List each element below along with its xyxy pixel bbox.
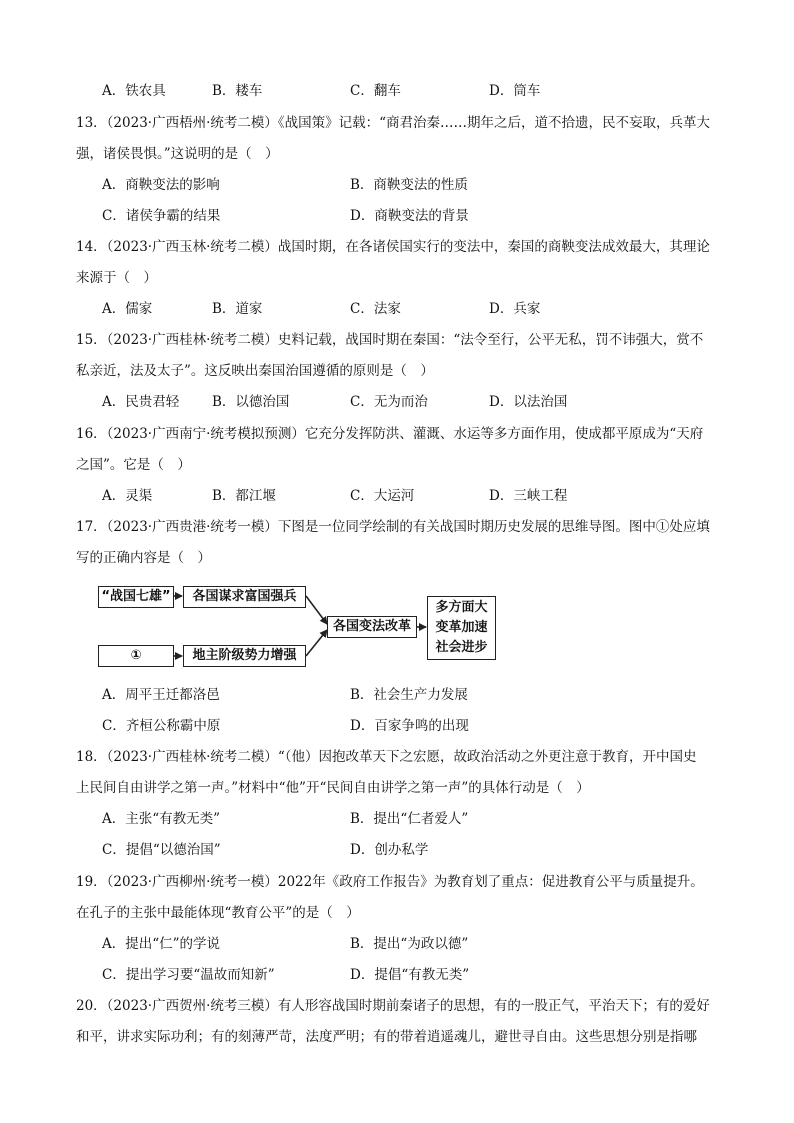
q17-options-row1 [102, 685, 742, 705]
q16-option-c[interactable]: C．大运河 [350, 488, 415, 504]
q18-options-row2 [102, 840, 742, 860]
q16-option-d[interactable]: D．三峡工程 [489, 488, 568, 504]
q19-stem-line2: 在孔子的主张中最能体现“教育公平”的是（ ） [76, 905, 360, 921]
q16-stem-line2: 之国”。它是（ ） [76, 457, 191, 473]
q15-stem-line1: 15．（2023·广西桂林·统考二模）史料记载，战国时期在秦国：“法令至行，公平无私，罚不讳强大，赏不 [76, 332, 704, 348]
mindmap-box-landlord: 地主阶级势力增强 [183, 645, 306, 667]
q18-option-c[interactable]: C．提倡“以德治国” [102, 842, 221, 858]
mindmap-box-progress-line3: 社会进步 [435, 640, 488, 655]
q17-mindmap [98, 583, 508, 673]
q16-stem-line1: 16．（2023·广西南宁·统考模拟预测）它充分发挥防洪、灌溉、水运等多方面作用，使成都平原成为“天府 [76, 426, 704, 442]
q14-option-b[interactable]: B．道家 [212, 301, 263, 317]
q15-options [102, 392, 742, 412]
q19-options-row2 [102, 965, 742, 985]
mindmap-box-progress-line2: 变革加速 [435, 620, 488, 635]
q17-stem-line2: 写的正确内容是（ ） [76, 550, 211, 566]
mindmap-box-warring-states: “战国七雄” [98, 586, 174, 608]
q20-stem-line1: 20．（2023·广西贺州·统考三模）有人形容战国时期前秦诸子的思想，有的一股正气，平治天下；有的爱好 [76, 998, 710, 1014]
q19-option-c[interactable]: C．提出学习要“温故而知新” [102, 967, 275, 983]
q14-option-d[interactable]: D．兵家 [489, 301, 541, 317]
q14-option-a[interactable]: A．儒家 [102, 301, 153, 317]
q13-option-b[interactable]: B．商鞅变法的性质 [350, 177, 468, 193]
q19-stem-line1: 19．（2023·广西柳州·统考一模）2022年《政府工作报告》为教育划了重点：促进教育公平与质量提升。 [76, 874, 704, 890]
q14-options [102, 299, 742, 319]
q13-options-row2 [102, 206, 742, 226]
mindmap-box-blank-1: ① [98, 645, 174, 667]
q18-option-b[interactable]: B．提出“仁者爱人” [350, 811, 469, 827]
q19-option-b[interactable]: B．提出“为政以德” [350, 936, 469, 952]
q16-options [102, 486, 742, 506]
q13-stem-line2: 强，诸侯畏惧。”这说明的是（ ） [76, 146, 279, 162]
q12-option-c[interactable]: C．翻车 [350, 83, 401, 99]
q13-options-row1 [102, 175, 742, 195]
q15-option-b[interactable]: B．以德治国 [212, 394, 290, 410]
q17-option-b[interactable]: B．社会生产力发展 [350, 687, 468, 703]
q18-option-d[interactable]: D．创办私学 [350, 842, 429, 858]
q18-stem-line1: 18．（2023·广西桂林·统考二模）“（他）因抱改革天下之宏愿，故政治活动之外更注意于教育，开中国史 [76, 749, 697, 765]
q14-stem-line1: 14．（2023·广西玉林·统考二模）战国时期，在各诸侯国实行的变法中，秦国的商鞅变法成效最大，其理论 [76, 239, 710, 255]
q19-options-row1 [102, 934, 742, 954]
q16-option-b[interactable]: B．都江堰 [212, 488, 276, 504]
q17-options-row2 [102, 716, 742, 736]
q16-option-a[interactable]: A．灵渠 [102, 488, 153, 504]
mindmap-box-progress-line1: 多方面大 [435, 600, 488, 615]
q20-stem-line2: 和平，讲求实际功利；有的刻薄严苛，法度严明；有的带着逍遥魂儿，避世寻自由。这些思想分别是指哪 [76, 1029, 697, 1045]
q17-stem-line1: 17．（2023·广西贵港·统考一模）下图是一位同学绘制的有关战国时期历史发展的思维导图。图中①处应填 [76, 519, 710, 535]
q19-option-d[interactable]: D．提倡“有教无类” [350, 967, 470, 983]
q13-stem-line1: 13．（2023·广西梧州·统考二模）《战国策》记载：“商君治秦……期年之后，道不拾遗，民不妄取，兵革大 [76, 115, 711, 131]
q13-option-c[interactable]: C．诸侯争霸的结果 [102, 208, 221, 224]
arrow-4-to-5 [306, 630, 327, 656]
q12-options [102, 81, 742, 101]
q17-option-a[interactable]: A．周平王迁都洛邑 [102, 687, 220, 703]
q12-option-b[interactable]: B．耧车 [212, 83, 263, 99]
q14-option-c[interactable]: C．法家 [350, 301, 401, 317]
q13-option-a[interactable]: A．商鞅变法的影响 [102, 177, 220, 193]
q15-option-d[interactable]: D．以法治国 [489, 394, 568, 410]
q15-option-c[interactable]: C．无为而治 [350, 394, 428, 410]
mindmap-box-rich-strong: 各国谋求富国强兵 [183, 586, 306, 608]
q17-option-c[interactable]: C．齐桓公称霸中原 [102, 718, 221, 734]
arrow-2-to-5 [306, 596, 327, 624]
q12-option-a[interactable]: A．铁农具 [102, 83, 166, 99]
q19-option-a[interactable]: A．提出“仁”的学说 [102, 936, 221, 952]
q12-option-d[interactable]: D．筒车 [489, 83, 541, 99]
q13-option-d[interactable]: D．商鞅变法的背景 [350, 208, 469, 224]
q17-option-d[interactable]: D．百家争鸣的出现 [350, 718, 469, 734]
q15-stem-line2: 私亲近，法及太子”。这反映出秦国治国遵循的原则是（ ） [76, 363, 434, 379]
mindmap-box-progress [427, 596, 496, 660]
q14-stem-line2: 来源于（ ） [76, 270, 157, 286]
q15-option-a[interactable]: A．民贵君轻 [102, 394, 180, 410]
q18-option-a[interactable]: A．主张“有教无类” [102, 811, 221, 827]
q18-options-row1 [102, 809, 742, 829]
q18-stem-line2: 上民间自由讲学之第一声。”材料中“他”开“民间自由讲学之第一声”的具体行动是（ ） [76, 780, 590, 796]
mindmap-box-reform: 各国变法改革 [327, 616, 417, 638]
